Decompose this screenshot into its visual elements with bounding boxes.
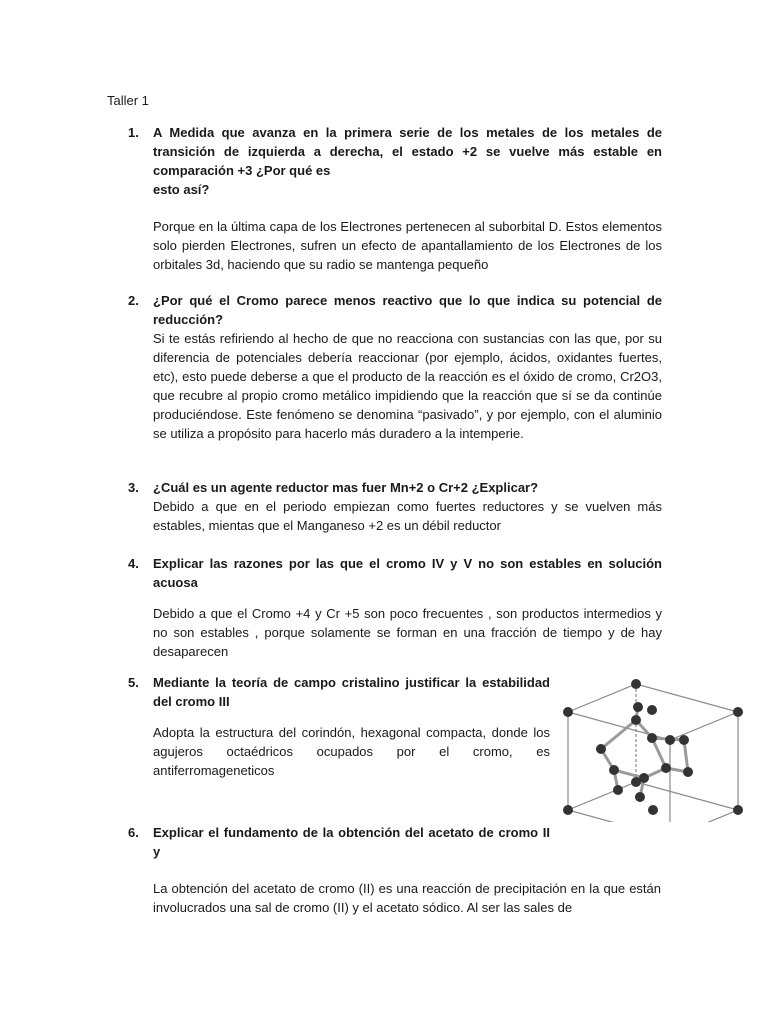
question-4	[128, 554, 662, 661]
document-title: Taller 1	[107, 93, 149, 108]
question-number: 4.	[128, 556, 139, 571]
question-5	[128, 673, 550, 780]
question-number: 6.	[128, 825, 139, 840]
question-text: Explicar el fundamento de la obtención del acetato de cromo II y	[153, 825, 550, 859]
crystal-structure-figure	[556, 672, 746, 822]
question-text: ¿Por qué el Cromo parece menos reactivo que lo que indica su potencial de reducción?	[153, 293, 662, 327]
question-text: Mediante la teoría de campo cristalino justificar la estabilidad del cromo III	[153, 675, 550, 709]
question-number: 2.	[128, 293, 139, 308]
question-3	[128, 478, 662, 535]
question-number: 1.	[128, 125, 139, 140]
question-text-continued: esto así?	[153, 182, 210, 197]
answer-text: Porque en la última capa de los Electrones pertenecen al suborbital D. Estos elementos solo pierden Electrones, sufren un efecto de apantallamiento de los Electrones de los orbitales 3d, haciendo que su radio se mantenga pequeño	[153, 219, 662, 272]
question-text: Explicar las razones por las que el cromo IV y V no son estables en solución acuosa	[153, 556, 662, 590]
answer-text: La obtención del acetato de cromo (II) es una reacción de precipitación en la que están involucrados una sal de cromo (II) y el acetato sódico. Al ser las sales de	[153, 881, 661, 915]
question-1	[128, 123, 662, 274]
answer-text: Debido a que en el periodo empiezan como fuertes reductores y se vuelven más estables, mientas que el Manganeso +2 es un débil reductor	[153, 499, 662, 533]
question-6	[128, 823, 550, 861]
answer-6	[153, 879, 661, 917]
answer-text: Si te estás refiriendo al hecho de que no reacciona con sustancias con las que, por su diferencia de potenciales debería reaccionar (por ejemplo, ácidos, oxidantes fuertes, etc), esto puede deberse a que el producto de la reacción es el óxido de cromo, Cr2O3, que recubre al propio cromo metálico impidiendo que la reacción que sí se da continúe produciéndose. Este fenómeno se denomina “pasivado”, y por ejemplo, con el aluminio se utiliza a propósito para hacerlo más duradero a la intemperie.	[153, 331, 662, 441]
question-number: 3.	[128, 480, 139, 495]
answer-text: Debido a que el Cromo +4 y Cr +5 son poco frecuentes , son productos intermedios y no son estables , porque solamente se forman en una fracción de tiempo y de hay desaparecen	[153, 606, 662, 659]
question-2	[128, 291, 662, 443]
question-text: A Medida que avanza en la primera serie de los metales de los metales de transición de izquierda a derecha, el estado +2 se vuelve más estable en comparación +3 ¿Por qué es	[153, 125, 662, 178]
answer-text: Adopta la estructura del corindón, hexagonal compacta, donde los agujeros octaédricos ocupados por el cromo, es antiferromageneticos	[153, 725, 550, 778]
question-text: ¿Cuál es un agente reductor mas fuer Mn+2 o Cr+2 ¿Explicar?	[153, 480, 539, 495]
question-number: 5.	[128, 675, 139, 690]
